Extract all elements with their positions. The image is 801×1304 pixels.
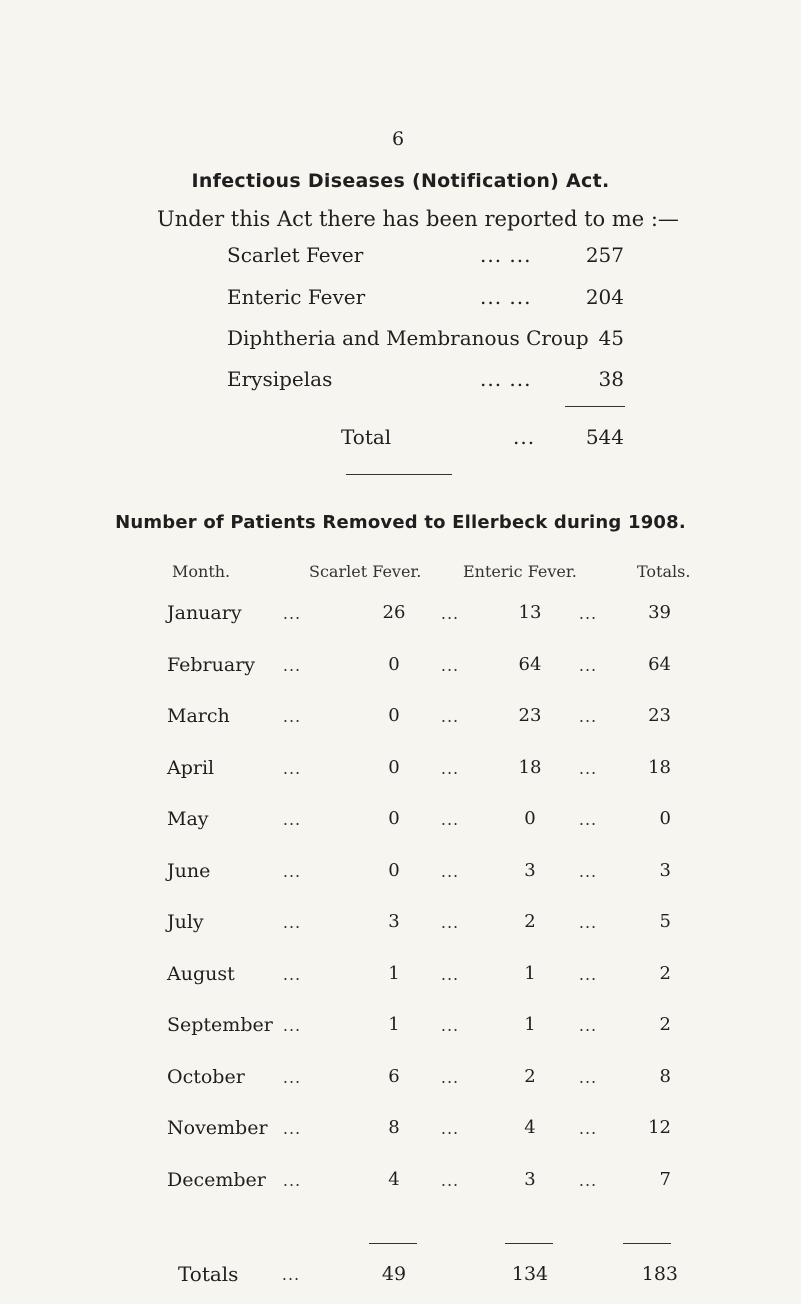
row-total: 12 [648, 1117, 671, 1138]
leader-dots: ... [282, 604, 302, 623]
leader-dots: ... [578, 1171, 598, 1190]
leader-dots: ... [440, 1171, 460, 1190]
scarlet-count: 3 [388, 911, 400, 932]
disease-label: Enteric Fever [227, 285, 366, 309]
leader-dots: ... [440, 1068, 460, 1087]
leader-dots: ... [282, 965, 302, 984]
enteric-count: 2 [524, 1066, 536, 1087]
leader-dots: ... [282, 1171, 302, 1190]
leader-dots: ... [440, 656, 460, 675]
month-label: June [167, 860, 211, 882]
month-label: November [167, 1117, 268, 1139]
total-enteric: 134 [511, 1263, 549, 1285]
leader-dots: ... [281, 1265, 301, 1284]
section-title-removals: Number of Patients Removed to Ellerbeck during 1908. [115, 512, 686, 533]
leader-dots: ... [440, 1016, 460, 1035]
month-label: December [167, 1169, 266, 1191]
row-total: 23 [648, 705, 671, 726]
scarlet-count: 1 [388, 1014, 400, 1035]
page-number: 6 [392, 128, 405, 150]
enteric-count: 3 [524, 1169, 536, 1190]
leader-dots: ... [578, 707, 598, 726]
leader-dots: ... [440, 707, 460, 726]
leader-dots: ... [282, 656, 302, 675]
enteric-count: 3 [524, 860, 536, 881]
sum-rule [369, 1243, 417, 1244]
leader-dots: ... [578, 1068, 598, 1087]
disease-label: Diphtheria and Membranous Croup [227, 326, 589, 350]
leader-dots: ... [440, 862, 460, 881]
sum-rule [505, 1243, 553, 1244]
row-total: 3 [659, 860, 671, 881]
leader-dots: ... [440, 965, 460, 984]
leader-dots: ... [578, 1016, 598, 1035]
disease-label: Scarlet Fever [227, 243, 364, 267]
leader-dots: ... [440, 810, 460, 829]
sum-rule [565, 406, 625, 407]
leader-dots: ... [440, 604, 460, 623]
leader-dots: ... [282, 862, 302, 881]
enteric-count: 0 [524, 808, 536, 829]
leader-dots: ... [578, 913, 598, 932]
row-total: 2 [659, 963, 671, 984]
month-label: September [167, 1014, 273, 1036]
disease-count: 204 [585, 285, 624, 309]
leader-dots: ... [578, 1119, 598, 1138]
scarlet-count: 0 [388, 705, 400, 726]
enteric-count: 1 [524, 1014, 536, 1035]
scarlet-count: 0 [388, 757, 400, 778]
enteric-count: 4 [524, 1117, 536, 1138]
leader-dots: ... ... [480, 367, 532, 391]
month-label: May [167, 808, 209, 830]
total-all: 183 [641, 1263, 678, 1285]
row-total: 8 [659, 1066, 671, 1087]
month-label: October [167, 1066, 245, 1088]
scarlet-count: 0 [388, 654, 400, 675]
month-label: July [167, 911, 204, 933]
leader-dots: ... [440, 759, 460, 778]
row-total: 39 [648, 602, 671, 623]
disease-label: Erysipelas [227, 367, 333, 391]
scarlet-count: 8 [388, 1117, 400, 1138]
leader-dots: ... [578, 810, 598, 829]
month-label: January [167, 602, 242, 624]
leader-dots: ... [578, 862, 598, 881]
row-total: 18 [648, 757, 671, 778]
scarlet-count: 0 [388, 860, 400, 881]
section-divider [346, 474, 452, 475]
row-total: 7 [659, 1169, 671, 1190]
month-label: February [167, 654, 256, 676]
section-title-notification-act: Infectious Diseases (Notification) Act. [191, 170, 610, 192]
enteric-count: 18 [518, 757, 542, 778]
leader-dots: ... [282, 1016, 302, 1035]
row-total: 0 [659, 808, 671, 829]
total-label: Total [341, 425, 392, 449]
disease-count: 38 [598, 367, 624, 391]
row-total: 5 [659, 911, 671, 932]
scarlet-count: 0 [388, 808, 400, 829]
col-totals-header: Totals. [637, 562, 691, 581]
leader-dots: ... [578, 965, 598, 984]
month-label: March [167, 705, 230, 727]
leader-dots: ... [578, 604, 598, 623]
disease-count: 257 [585, 243, 624, 267]
disease-count: 45 [598, 326, 624, 350]
row-total: 2 [659, 1014, 671, 1035]
enteric-count: 13 [518, 602, 542, 623]
leader-dots: ... [282, 707, 302, 726]
scarlet-count: 4 [388, 1169, 400, 1190]
leader-dots: ... ... [480, 285, 532, 309]
col-scarlet-header: Scarlet Fever. [309, 562, 422, 581]
total-scarlet: 49 [381, 1263, 407, 1285]
enteric-count: 2 [524, 911, 536, 932]
leader-dots: ... [282, 913, 302, 932]
scarlet-count: 1 [388, 963, 400, 984]
scarlet-count: 6 [388, 1066, 400, 1087]
leader-dots: ... [440, 1119, 460, 1138]
enteric-count: 64 [518, 654, 542, 675]
enteric-count: 23 [518, 705, 542, 726]
leader-dots: ... [282, 810, 302, 829]
enteric-count: 1 [524, 963, 536, 984]
col-enteric-header: Enteric Fever. [463, 562, 577, 581]
row-total: 64 [648, 654, 671, 675]
month-label: August [167, 963, 235, 985]
leader-dots: ... [578, 656, 598, 675]
leader-dots: ... [282, 759, 302, 778]
month-label: April [167, 757, 215, 779]
scarlet-count: 26 [382, 602, 406, 623]
leader-dots: ... [282, 1119, 302, 1138]
col-month-header: Month. [172, 562, 231, 581]
sum-rule [623, 1243, 671, 1244]
leader-dots: ... [578, 759, 598, 778]
leader-dots: ... ... [480, 243, 532, 267]
intro-text: Under this Act there has been reported to me :— [157, 207, 679, 231]
totals-label: Totals [178, 1262, 239, 1286]
leader-dots: ... [440, 913, 460, 932]
total-count: 544 [585, 425, 624, 449]
leader-dots: ... [513, 425, 536, 449]
leader-dots: ... [282, 1068, 302, 1087]
